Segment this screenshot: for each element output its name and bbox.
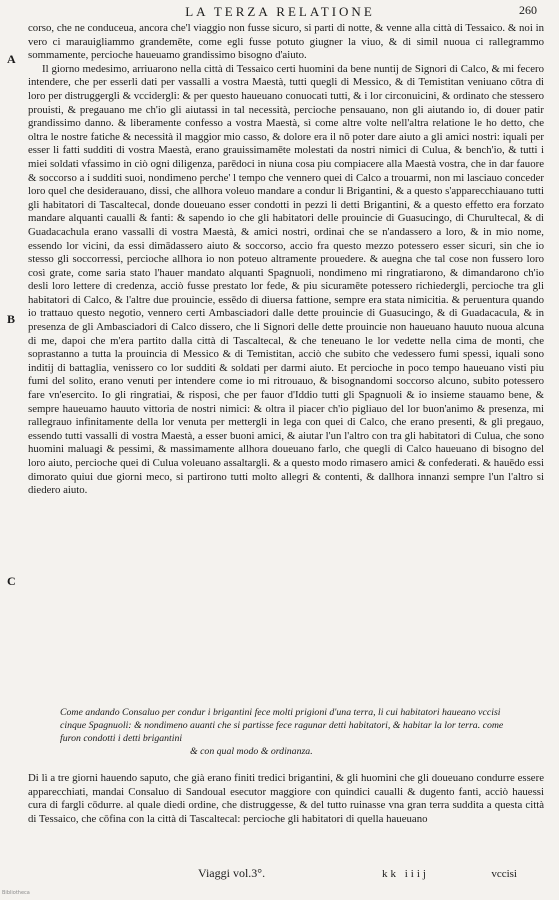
margin-letter-c: C (7, 574, 16, 588)
chapter-summary (60, 706, 520, 758)
paragraph-2: Il giorno medesimo, arriuarono nella città di Tessaico certi huomini da bene nuntij de Signori di Calco, & mi fecero intendere, che per esserli dati per vassalli a vostra Maestà, tutti quegli di Messico, & di Temistitan veniuano cōtra di loro per distruggergli & vccidergli: & per questo haueuano conuocati tutti, & i lor circonuicini, & ordinato che stessero prouisti, & pregauano me ch'io gli aiutassi in tal necessità, percioche pensauano, non gli aiutando io, di douer patir grandissimo danno. & liberamente confesso a vostra Maestà, sì come altre volte nell'altra relatione le ho detto, che oltra le nostre fatiche & necessità il maggior mio casso, & dolore era il nō poter dare aiuto a gli amici nostri: iquali per esser li fatti sudditi di vostra Maestà, erano grauissimamēte molestati da nostri nimici di Culua, & bench'io, & tutti i miei soldati vfassimo in ciò ogni diligenza, parēdoci in niuna cosa piu compiacere alla Maestà vostra, che in dar fauore & soccorso a i sudditi suoi, nondimeno perche' l tempo che vennero quei di Calco a trouarmi, non mi lasciauo conceder loro quel che desiderauano, dissi, che allhora voleuo mandare a condur li Brigantini, & a questo s'apparecchiauano tutti gli habitatori di Tascaltecal, donde doueuano esser condotti in pezzi li detti Brigantini, & a questo effetto era forzato mandare alquanti caualli & fanti: & sapendo io che gli habitatori delle prouincie di Guasucingo, di Churultecal, & di Guadacachula erano vassalli di vostra Maestà, & amici nostri, ordinai che se n'andassero a loro, & in mio nome, essendo lor vicini, da essi dimādassero aiuto & soccorso, accio fra questo mezzo potessero esser sicuri, sin che io stesso gli soccorressi, percioche allhora io non poteuo altramente prouedere. & auegna che tal cose non fussero loro così grate, come saria stato l'hauer mandato alquanti Spagnuoli, nondimeno mi ringratiarono, & dimandarono ch'io desli loro lettere di credenza, acciò fusse prestato lor fede, & piu sicuramēte potessero richiedergli, percioche tra gli habitatori di Calco, & l'altre due prouincie, essēdo di diuersa fattione, sempre era stata nimicitia. & peruentura quando io trattauo questo negotio, vennero certi Ambasciadori dalle dette prouincie di Guasucingo, & di Guadacacula, & in presenza de gli Ambasciadori di Calco dissero, che li Signori delle dette prouincie non haueuano hauuto nuoua alcuna di me, dapoi che m'era partito dalla città di Tascaltecal, & che teneuano le lor vedette nella cima de monti, che soprastanno a tutta la prouincia di Messico & di Temistitan, acciò che subito che vedessero fumi spessi, iquali sono inditij di battaglia, venissero co lor sudditi & soldati per darmi aiuto. Et percioche in poco tempo haueuano visti piu fumi del solito, erano venuti per intendere come io mi ritrouauo, & bisognandomi soccorso alcuno, subito potessero fare vn'esercito. Io gli ringratiai, & risposi, che per fauor d'Iddio tutti gli Spagnuoli & io insieme stauamo bene, & sempre haueuamo hauuto vittoria de nostri nimici: & oltra il piacer ch'io pigliauo del lor buon'animo & presenza, mi rallegrauo infinitamente della lor venuta per mettergli in lega con quei di Calco, che erano presenti, & gli pregauo, essendo tutti vassalli di vostra Maestà, a esser buoni amici, & aiutar l'un l'altro con tra gli habitatori di Culua, che sono huomini maluagi & pessimi, & massimamente allhora doueuano farlo, che quegli di Calco haueuano di bisogno del loro aiuto, percioche quei di Culua voleuano assaltargli. & a questo modo rimasero amici & confederati. & hauēdo essi dimorato quiui due giorni meco, si partirono tutti molto allegri & contenti, & dallhora innanzi sempre l'un l'altro si diedero aiuto. (28, 62, 544, 497)
paragraph-1: corso, che ne conduceua, ancora che'l viaggio non fusse sicuro, si parti di notte, & venne alla città di Tessaico. & noi in vero ci marauigliammo grandemēte, come egli fusse potuto giugner la viuo, & di simil nuoua ci rallegrammo sommamente, percioche haueuamo grandissimo bisogno d'aiuto. (28, 22, 544, 62)
gathering-mark: kk iiij (382, 868, 429, 880)
closing-text (28, 772, 544, 826)
running-header: LA TERZA RELATIONE (185, 4, 375, 19)
margin-letter-a: A (7, 52, 16, 66)
summary-line-2: & con qual modo & ordinanza. (190, 746, 313, 757)
summary-line-1: Come andando Consaluo per condur i brigantini fece molti prigioni d'una terra, li cui habitatori haueano vccisi cinque Spagnuoli: & nondimeno auanti che si partisse fece ragunar detti habitatori, & habitar la lor terra. come furon condotti i detti brigantini (60, 707, 504, 744)
page-number: 260 (519, 3, 537, 17)
signature-mark: Viaggi vol.3°. (198, 866, 266, 880)
main-text (28, 22, 544, 498)
library-stamp: Bibliotheca (2, 890, 30, 896)
closing-paragraph: Di lì a tre giorni hauendo saputo, che già erano finiti tredici brigantini, & gli huomini che gli doueuano condurre essere apparecchiati, mandai Consaluo di Sandoual esecutor maggiore con quindici caualli & dugento fanti, acciò hauessi cura di fargli cōdurre. al quale diedi ordine, che distruggesse, & del tutto ruinasse vna gran terra suddita a questa città di Tessaico, che cōfina con la città di Tascaltecal: percioche gli habitatori di quella haueuano (28, 772, 544, 825)
margin-letter-b: B (7, 312, 16, 326)
catchword: vccisi (491, 868, 517, 880)
